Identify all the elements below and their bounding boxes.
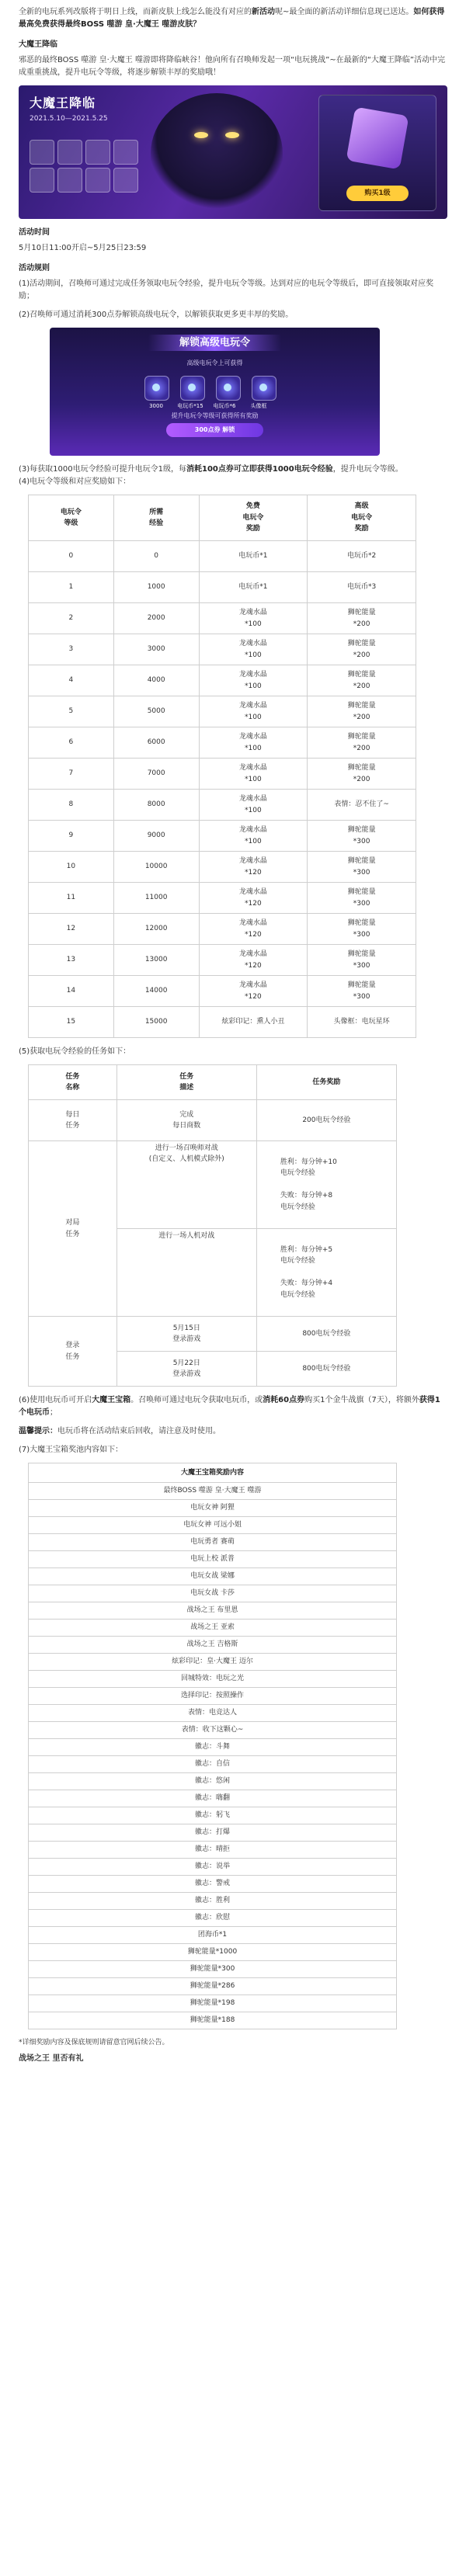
table-cell: 表情：收下这颗心~ <box>29 1722 397 1739</box>
reward-icon-labels <box>141 402 273 411</box>
table-row <box>29 1500 397 1517</box>
banner-date: 2021.5.10—2021.5.25 <box>30 115 108 123</box>
th-premium: 高级 电玩令 奖励 <box>308 495 416 541</box>
icon-label: 电玩币*6 <box>213 403 236 409</box>
task-reward: 800电玩令经验 <box>256 1352 396 1387</box>
table-row <box>29 1842 397 1859</box>
table-cell: 10 <box>29 852 114 883</box>
table-header-row <box>29 495 416 541</box>
table-cell: 15 <box>29 1007 114 1038</box>
reward-cell <box>113 168 138 193</box>
table-row <box>29 541 416 572</box>
table-cell: 狮驼能量 *200 <box>308 665 416 696</box>
reward-cell <box>30 140 54 165</box>
next-section-title: 战场之王 里否有礼 <box>19 2054 84 2064</box>
table-cell: 13000 <box>113 945 199 976</box>
task-reward: 800电玩令经验 <box>256 1317 396 1352</box>
table-row <box>29 665 416 696</box>
table-row <box>29 1585 397 1602</box>
table-row <box>29 1705 397 1722</box>
table-cell: 电玩女战 卡莎 <box>29 1585 397 1602</box>
table-cell: 龙魂水晶 *100 <box>199 821 308 852</box>
table-cell: 徽志：斗舞 <box>29 1739 397 1756</box>
table-cell: 3000 <box>113 634 199 665</box>
table-cell: 龙魂水晶 *120 <box>199 883 308 914</box>
table-cell: 10000 <box>113 852 199 883</box>
table-row <box>29 1620 397 1637</box>
table-cell: 狮驼能量 *200 <box>308 696 416 727</box>
task-desc: 进行一场人机对战 <box>116 1229 256 1317</box>
table-cell: 0 <box>113 541 199 572</box>
task-name: 登录 任务 <box>29 1317 117 1387</box>
table-cell: 龙魂水晶 *100 <box>199 759 308 790</box>
table-cell: 13 <box>29 945 114 976</box>
table-cell: 徽志：欣慰 <box>29 1910 397 1927</box>
banner-title: 大魔王降临 <box>30 95 96 110</box>
table-row <box>29 1961 397 1978</box>
table-row <box>29 759 416 790</box>
table-cell: 狮驼能量*1000 <box>29 1944 397 1961</box>
table-row <box>29 1773 397 1790</box>
table-cell: 狮驼能量 *200 <box>308 759 416 790</box>
table-cell: 11 <box>29 883 114 914</box>
rules-title: 活动规则 <box>19 264 50 273</box>
section-title-boss: 大魔王降临 <box>19 40 57 49</box>
gem-icon <box>144 376 169 401</box>
table-header-row <box>29 1065 397 1100</box>
rule-2: (2)召唤师可通过消耗300点券解锁高级电玩令，以解锁获取更多更丰厚的奖励。 <box>19 311 294 319</box>
table-cell: 狮驼能量*198 <box>29 1995 397 2012</box>
table-cell: 5 <box>29 696 114 727</box>
table-cell: 狮驼能量*286 <box>29 1978 397 1995</box>
table-row <box>29 790 416 821</box>
table-cell: 徽志：悠闲 <box>29 1773 397 1790</box>
table-cell: 狮驼能量 *300 <box>308 976 416 1007</box>
table-cell: 炫彩印记：熏人小丑 <box>199 1007 308 1038</box>
table-cell: 4 <box>29 665 114 696</box>
table-row <box>29 1978 397 1995</box>
table-cell: 电玩勇者 赛萌 <box>29 1534 397 1551</box>
table-cell: 龙魂水晶 *120 <box>199 914 308 945</box>
reward-cell <box>85 140 110 165</box>
rule-7: (7)大魔王宝箱奖池内容如下： <box>19 1446 123 1454</box>
table-cell: 电玩币*2 <box>308 541 416 572</box>
footnote: *详细奖励内容及保底规则请留意官网后续公告。 <box>19 2039 169 2047</box>
table-cell: 炫彩印记：皇·大魔王 迈尔 <box>29 1654 397 1671</box>
table-cell: 15000 <box>113 1007 199 1038</box>
intro-question: 如何获得最高免费获得最终BOSS 噬游 皇·大魔王 噬游皮肤？ <box>19 8 445 29</box>
rule-1: (1)活动期间，召唤师可通过完成任务领取电玩令经验，提升电玩令等级。达到对应的电玩令等级后，即可直接领取对应奖励； <box>19 279 434 300</box>
table-row <box>29 2012 397 2029</box>
table-cell: 表情：电竞达人 <box>29 1705 397 1722</box>
table-cell: 9 <box>29 821 114 852</box>
table-cell: 龙魂水晶 *100 <box>199 665 308 696</box>
table-cell: 龙魂水晶 *100 <box>199 634 308 665</box>
table-cell: 狮驼能量 *200 <box>308 727 416 759</box>
table-cell: 1000 <box>113 572 199 603</box>
table-cell: 龙魂水晶 *100 <box>199 696 308 727</box>
table-cell: 6000 <box>113 727 199 759</box>
unlock-pass-panel <box>50 328 380 456</box>
th-exp: 所需 经验 <box>113 495 199 541</box>
th-task-reward: 任务奖励 <box>256 1065 396 1100</box>
table-cell: 电玩上校 派普 <box>29 1551 397 1568</box>
section-body-boss: 邪恶的最终BOSS 噬游 皇·大魔王 噬游即将降临峡谷！他向所有召唤师发起一项“电玩挑战”~在最新的“大魔王降临”活动中完成重重挑战，提升电玩令等级，将逐步解锁丰厚的奖励哦！ <box>19 56 446 77</box>
table-cell: 8 <box>29 790 114 821</box>
table-row <box>29 1807 397 1824</box>
reward-cell <box>57 140 82 165</box>
unlock-pass-button[interactable]: 300点券 解锁 <box>166 423 263 437</box>
th-task-desc: 任务 描述 <box>116 1065 256 1100</box>
task-desc: 5月15日 登录游戏 <box>116 1317 256 1352</box>
table-cell: 徽志：躬飞 <box>29 1807 397 1824</box>
table-cell: 电玩币*3 <box>308 572 416 603</box>
table-row <box>29 1637 397 1654</box>
table-cell: 1 <box>29 572 114 603</box>
time-title: 活动时间 <box>19 228 50 237</box>
table-row <box>29 1517 397 1534</box>
table-row <box>29 852 416 883</box>
table-row <box>29 634 416 665</box>
th-level: 电玩令 等级 <box>29 495 114 541</box>
table-cell: 最终BOSS 噬游 皇·大魔王 噬游 <box>29 1483 397 1500</box>
table-row <box>29 914 416 945</box>
icon-label: 电玩币*15 <box>177 403 203 409</box>
table-cell: 徽志：胜利 <box>29 1893 397 1910</box>
task-name: 每日 任务 <box>29 1100 117 1141</box>
table-cell: 徽志：自信 <box>29 1756 397 1773</box>
icon-label: 3000 <box>149 403 163 409</box>
task-reward: 胜利：每分钟+5 电玩令经验 失败：每分钟+4 电玩令经验 <box>256 1229 396 1317</box>
reward-cell <box>57 168 82 193</box>
chest-pool-table <box>28 1463 397 2029</box>
table-row <box>29 976 416 1007</box>
table-cell: 5000 <box>113 696 199 727</box>
task-name: 对局 任务 <box>29 1141 117 1317</box>
table-cell: 12000 <box>113 914 199 945</box>
chest-pool-body <box>29 1483 397 2029</box>
table-cell: 徽志：晴拒 <box>29 1842 397 1859</box>
table-cell: 电玩女神 可远小姐 <box>29 1517 397 1534</box>
table-cell: 龙魂水晶 *120 <box>199 852 308 883</box>
intro-paragraph <box>19 6 447 31</box>
th-free: 免费 电玩令 奖励 <box>199 495 308 541</box>
reward-cell <box>30 168 54 193</box>
table-row <box>29 1824 397 1842</box>
table-row <box>29 1893 397 1910</box>
table-row <box>29 1551 397 1568</box>
table-cell: 头像框：电玩星环 <box>308 1007 416 1038</box>
table-cell: 2 <box>29 603 114 634</box>
table-cell: 龙魂水晶 *100 <box>199 727 308 759</box>
table-cell: 7000 <box>113 759 199 790</box>
rule-3: (3)每获取1000电玩令经验可提升电玩令1级，每消耗100点券可立即获得1000电玩令经验，提升电玩令等级。 (4)电玩令等级和对应奖励如下： <box>19 465 403 486</box>
icon-label: 头像框 <box>250 403 267 409</box>
task-desc: 完成 每日商数 <box>116 1100 256 1141</box>
table-cell: 12 <box>29 914 114 945</box>
table-cell: 电玩币*1 <box>199 572 308 603</box>
table-cell: 徽志：说举 <box>29 1859 397 1876</box>
th-chest: 大魔王宝箱奖励内容 <box>29 1463 397 1483</box>
table-row <box>29 1688 397 1705</box>
table-cell: 狮驼能量 *300 <box>308 883 416 914</box>
table-row <box>29 1602 397 1620</box>
table-row <box>29 1317 397 1352</box>
table-cell: 狮驼能量*300 <box>29 1961 397 1978</box>
table-header-row <box>29 1463 397 1483</box>
table-row <box>29 1534 397 1551</box>
table-cell: 14 <box>29 976 114 1007</box>
table-row <box>29 1756 397 1773</box>
table-row <box>29 1141 397 1229</box>
table-cell: 战场之王 吉格斯 <box>29 1637 397 1654</box>
task-table <box>28 1064 397 1387</box>
event-banner <box>19 85 447 219</box>
level-reward-body <box>29 541 416 1038</box>
table-row <box>29 1995 397 2012</box>
table-row <box>29 727 416 759</box>
chest-icon <box>346 106 409 169</box>
task-reward: 胜利：每分钟+10 电玩令经验 失败：每分钟+8 电玩令经验 <box>256 1141 396 1229</box>
boss-hero-illustration <box>151 93 283 214</box>
table-cell: 龙魂水晶 *100 <box>199 790 308 821</box>
table-cell: 徽志：嗨翻 <box>29 1790 397 1807</box>
table-cell: 11000 <box>113 883 199 914</box>
task-desc: 进行一场召唤师对战 (自定义、人机模式除外) <box>116 1141 256 1229</box>
table-cell: 电玩币*1 <box>199 541 308 572</box>
reward-cell <box>113 140 138 165</box>
table-row <box>29 1790 397 1807</box>
table-row <box>29 603 416 634</box>
coin-icon <box>216 376 241 401</box>
table-cell: 战场之王 亚索 <box>29 1620 397 1637</box>
unlock-pass-title: 解锁高级电玩令 <box>50 335 380 352</box>
chest-card <box>318 95 436 211</box>
table-cell: 狮驼能量 *300 <box>308 914 416 945</box>
buy-level-button[interactable]: 购买1级 <box>346 186 409 201</box>
table-cell: 回城特效：电玩之光 <box>29 1671 397 1688</box>
rule-5: (5)获取电玩令经验的任务如下： <box>19 1047 131 1056</box>
table-row <box>29 1876 397 1893</box>
table-cell: 电玩女神 阿狸 <box>29 1500 397 1517</box>
table-cell: 表情：忍不住了~ <box>308 790 416 821</box>
intro-bold: 新活动 <box>252 8 275 16</box>
table-cell: 14000 <box>113 976 199 1007</box>
table-cell: 徽志：警戒 <box>29 1876 397 1893</box>
table-row <box>29 1483 397 1500</box>
table-cell: 4000 <box>113 665 199 696</box>
time-value: 5月10日11:00开启~5月25日23:59 <box>19 244 147 252</box>
table-cell: 3 <box>29 634 114 665</box>
table-row <box>29 1739 397 1756</box>
table-cell: 狮驼能量*188 <box>29 2012 397 2029</box>
table-cell: 龙魂水晶 *120 <box>199 945 308 976</box>
tip-label: 温馨提示： <box>19 1427 57 1436</box>
table-cell: 狮驼能量 *300 <box>308 945 416 976</box>
table-row <box>29 1910 397 1927</box>
frame-icon <box>252 376 276 401</box>
intro-text-2: 呢~最全面的新活动详细信息现已送达。 <box>275 8 414 16</box>
table-cell: 6 <box>29 727 114 759</box>
tip-text: 电玩币将在活动结束后回收，请注意及时使用。 <box>57 1427 221 1436</box>
table-cell: 狮驼能量 *300 <box>308 852 416 883</box>
table-cell: 电玩女战 梁娜 <box>29 1568 397 1585</box>
table-cell: 2000 <box>113 603 199 634</box>
table-row <box>29 821 416 852</box>
table-cell: 徽志：打爆 <box>29 1824 397 1842</box>
task-reward: 200电玩令经验 <box>256 1100 396 1141</box>
table-cell: 龙魂水晶 *100 <box>199 603 308 634</box>
table-row <box>29 1007 416 1038</box>
table-cell: 选择印记：按照操作 <box>29 1688 397 1705</box>
table-cell: 团海币*1 <box>29 1927 397 1944</box>
table-cell: 8000 <box>113 790 199 821</box>
table-row <box>29 883 416 914</box>
rule-6: (6)使用电玩币可开启大魔王宝箱。召唤师可通过电玩令获取电玩币，或消耗60点券购买1个金牛战旗（7天），将额外获得1个电玩币； <box>19 1396 440 1417</box>
table-row <box>29 572 416 603</box>
reward-icons <box>144 376 276 401</box>
task-desc: 5月22日 登录游戏 <box>116 1352 256 1387</box>
reward-grid <box>30 140 146 193</box>
table-row <box>29 1722 397 1739</box>
intro-text: 全新的电玩系列改版将于明日上线，而新皮肤上线怎么能没有对应的 <box>19 8 252 16</box>
table-row <box>29 1927 397 1944</box>
table-row <box>29 1654 397 1671</box>
unlock-pass-sub-2: 提升电玩令等级可获得所有奖励 <box>171 412 259 419</box>
reward-cell <box>85 168 110 193</box>
table-cell: 狮驼能量 *200 <box>308 634 416 665</box>
table-cell: 龙魂水晶 *120 <box>199 976 308 1007</box>
table-row <box>29 1100 397 1141</box>
article <box>19 0 447 2065</box>
level-reward-table <box>28 495 416 1038</box>
th-task-name: 任务 名称 <box>29 1065 117 1100</box>
table-row <box>29 1568 397 1585</box>
table-row <box>29 696 416 727</box>
table-cell: 战场之王 布里恩 <box>29 1602 397 1620</box>
table-row <box>29 1859 397 1876</box>
table-cell: 狮驼能量 *300 <box>308 821 416 852</box>
rule-4: (4)电玩令等级和对应奖励如下： <box>19 477 131 486</box>
table-cell: 7 <box>29 759 114 790</box>
table-cell: 0 <box>29 541 114 572</box>
table-row <box>29 1671 397 1688</box>
unlock-pass-sub: 高级电玩令上可获得 <box>186 359 243 366</box>
table-row <box>29 1944 397 1961</box>
table-cell: 9000 <box>113 821 199 852</box>
table-row <box>29 945 416 976</box>
table-cell: 狮驼能量 *200 <box>308 603 416 634</box>
tip <box>19 1425 447 1438</box>
coin-icon <box>180 376 205 401</box>
